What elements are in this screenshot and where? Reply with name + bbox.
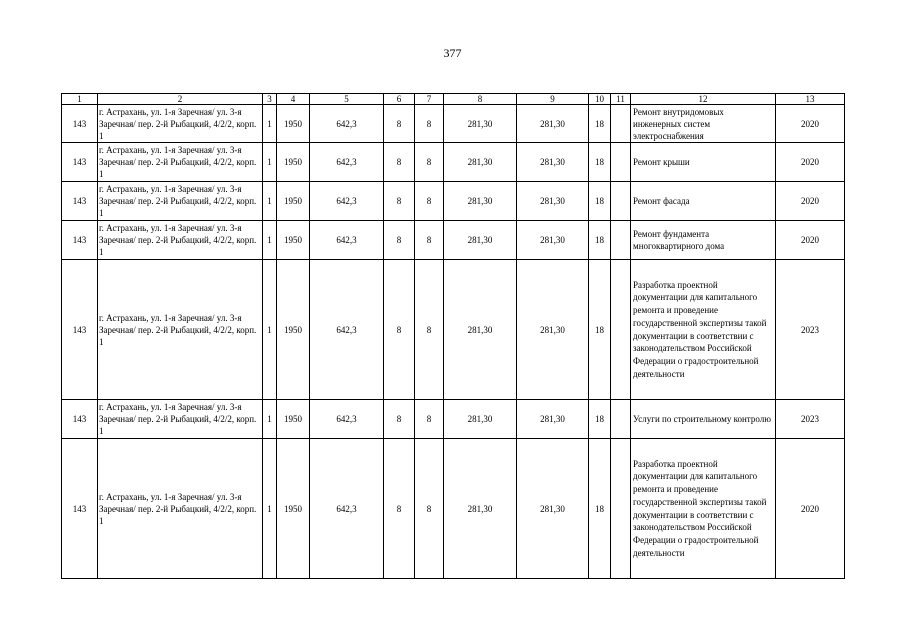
cell-col3: 1 [263, 221, 277, 260]
table-row [62, 400, 845, 439]
table-row [62, 105, 845, 143]
area-cell: 642,3 [310, 221, 384, 260]
column-header: 13 [776, 94, 845, 105]
column-header: 6 [384, 94, 415, 105]
column-header: 8 [444, 94, 517, 105]
cell-col10: 18 [589, 143, 611, 182]
address-cell: г. Астрахань, ул. 1-я Заречная/ ул. 3-я Заречная/ пер. 2-й Рыбацкий, 4/2/2, корп. 1 [98, 439, 263, 579]
cell-col11 [611, 439, 631, 579]
area-cell: 642,3 [310, 105, 384, 143]
cell-col3: 1 [263, 143, 277, 182]
table-row [62, 143, 845, 182]
address-cell: г. Астрахань, ул. 1-я Заречная/ ул. 3-я Заречная/ пер. 2-й Рыбацкий, 4/2/2, корп. 1 [98, 260, 263, 400]
planned-year-cell: 2020 [776, 439, 845, 579]
cell-col7: 8 [415, 221, 444, 260]
cell-col3: 1 [263, 400, 277, 439]
work-type-cell: Ремонт внутридомовых инженерных систем электроснабжения [631, 105, 776, 143]
cell-col6: 8 [384, 143, 415, 182]
area-cell: 642,3 [310, 439, 384, 579]
cell-col9: 281,30 [517, 105, 589, 143]
column-header: 10 [589, 94, 611, 105]
planned-year-cell: 2020 [776, 182, 845, 221]
row-number: 143 [62, 260, 98, 400]
cell-col9: 281,30 [517, 221, 589, 260]
cell-col7: 8 [415, 105, 444, 143]
row-number: 143 [62, 400, 98, 439]
row-number: 143 [62, 221, 98, 260]
row-number: 143 [62, 105, 98, 143]
column-header: 5 [310, 94, 384, 105]
repair-schedule-table [61, 93, 845, 579]
column-number-row [62, 94, 845, 105]
cell-col11 [611, 260, 631, 400]
cell-col9: 281,30 [517, 143, 589, 182]
cell-col10: 18 [589, 221, 611, 260]
cell-col9: 281,30 [517, 400, 589, 439]
cell-col6: 8 [384, 400, 415, 439]
cell-col10: 18 [589, 105, 611, 143]
table-row [62, 260, 845, 400]
cell-col7: 8 [415, 182, 444, 221]
area-cell: 642,3 [310, 143, 384, 182]
work-type-cell: Разработка проектной документации для капитального ремонта и проведение государственной экспертизы такой документации в соответствии с законодательством Российской Федерации о градостроительной деятельности [631, 439, 776, 579]
area-cell: 642,3 [310, 400, 384, 439]
cell-col7: 8 [415, 400, 444, 439]
cell-col9: 281,30 [517, 260, 589, 400]
planned-year-cell: 2023 [776, 400, 845, 439]
cell-col3: 1 [263, 260, 277, 400]
area-cell: 642,3 [310, 260, 384, 400]
table-row [62, 221, 845, 260]
cell-col3: 1 [263, 439, 277, 579]
cell-col10: 18 [589, 400, 611, 439]
cell-col7: 8 [415, 260, 444, 400]
column-header: 7 [415, 94, 444, 105]
planned-year-cell: 2020 [776, 143, 845, 182]
column-header: 4 [277, 94, 310, 105]
column-header: 12 [631, 94, 776, 105]
year-built-cell: 1950 [277, 182, 310, 221]
year-built-cell: 1950 [277, 221, 310, 260]
row-number: 143 [62, 182, 98, 221]
column-header: 9 [517, 94, 589, 105]
cell-col8: 281,30 [444, 260, 517, 400]
page-number: 377 [443, 46, 462, 60]
address-cell: г. Астрахань, ул. 1-я Заречная/ ул. 3-я Заречная/ пер. 2-й Рыбацкий, 4/2/2, корп. 1 [98, 143, 263, 182]
cell-col3: 1 [263, 105, 277, 143]
row-number: 143 [62, 439, 98, 579]
year-built-cell: 1950 [277, 400, 310, 439]
cell-col10: 18 [589, 260, 611, 400]
cell-col9: 281,30 [517, 182, 589, 221]
column-header: 3 [263, 94, 277, 105]
cell-col11 [611, 221, 631, 260]
area-cell: 642,3 [310, 182, 384, 221]
cell-col6: 8 [384, 105, 415, 143]
cell-col11 [611, 400, 631, 439]
cell-col10: 18 [589, 182, 611, 221]
column-header: 2 [98, 94, 263, 105]
cell-col3: 1 [263, 182, 277, 221]
year-built-cell: 1950 [277, 143, 310, 182]
work-type-cell: Разработка проектной документации для капитального ремонта и проведение государственной экспертизы такой документации в соответствии с законодательством Российской Федерации о градостроительной деятельности [631, 260, 776, 400]
cell-col6: 8 [384, 182, 415, 221]
cell-col8: 281,30 [444, 105, 517, 143]
year-built-cell: 1950 [277, 439, 310, 579]
work-type-cell: Услуги по строительному контролю [631, 400, 776, 439]
column-header: 11 [611, 94, 631, 105]
cell-col7: 8 [415, 439, 444, 579]
table-row [62, 182, 845, 221]
address-cell: г. Астрахань, ул. 1-я Заречная/ ул. 3-я Заречная/ пер. 2-й Рыбацкий, 4/2/2, корп. 1 [98, 221, 263, 260]
cell-col11 [611, 182, 631, 221]
row-number: 143 [62, 143, 98, 182]
cell-col10: 18 [589, 439, 611, 579]
table-row [62, 439, 845, 579]
cell-col11 [611, 105, 631, 143]
address-cell: г. Астрахань, ул. 1-я Заречная/ ул. 3-я Заречная/ пер. 2-й Рыбацкий, 4/2/2, корп. 1 [98, 105, 263, 143]
planned-year-cell: 2020 [776, 105, 845, 143]
cell-col7: 8 [415, 143, 444, 182]
cell-col6: 8 [384, 221, 415, 260]
cell-col8: 281,30 [444, 221, 517, 260]
work-type-cell: Ремонт крыши [631, 143, 776, 182]
planned-year-cell: 2020 [776, 221, 845, 260]
cell-col8: 281,30 [444, 439, 517, 579]
address-cell: г. Астрахань, ул. 1-я Заречная/ ул. 3-я Заречная/ пер. 2-й Рыбацкий, 4/2/2, корп. 1 [98, 182, 263, 221]
year-built-cell: 1950 [277, 260, 310, 400]
planned-year-cell: 2023 [776, 260, 845, 400]
cell-col8: 281,30 [444, 400, 517, 439]
column-header: 1 [62, 94, 98, 105]
cell-col11 [611, 143, 631, 182]
address-cell: г. Астрахань, ул. 1-я Заречная/ ул. 3-я Заречная/ пер. 2-й Рыбацкий, 4/2/2, корп. 1 [98, 400, 263, 439]
cell-col6: 8 [384, 260, 415, 400]
work-type-cell: Ремонт фасада [631, 182, 776, 221]
cell-col8: 281,30 [444, 143, 517, 182]
year-built-cell: 1950 [277, 105, 310, 143]
cell-col6: 8 [384, 439, 415, 579]
work-type-cell: Ремонт фундамента многоквартирного дома [631, 221, 776, 260]
cell-col8: 281,30 [444, 182, 517, 221]
cell-col9: 281,30 [517, 439, 589, 579]
